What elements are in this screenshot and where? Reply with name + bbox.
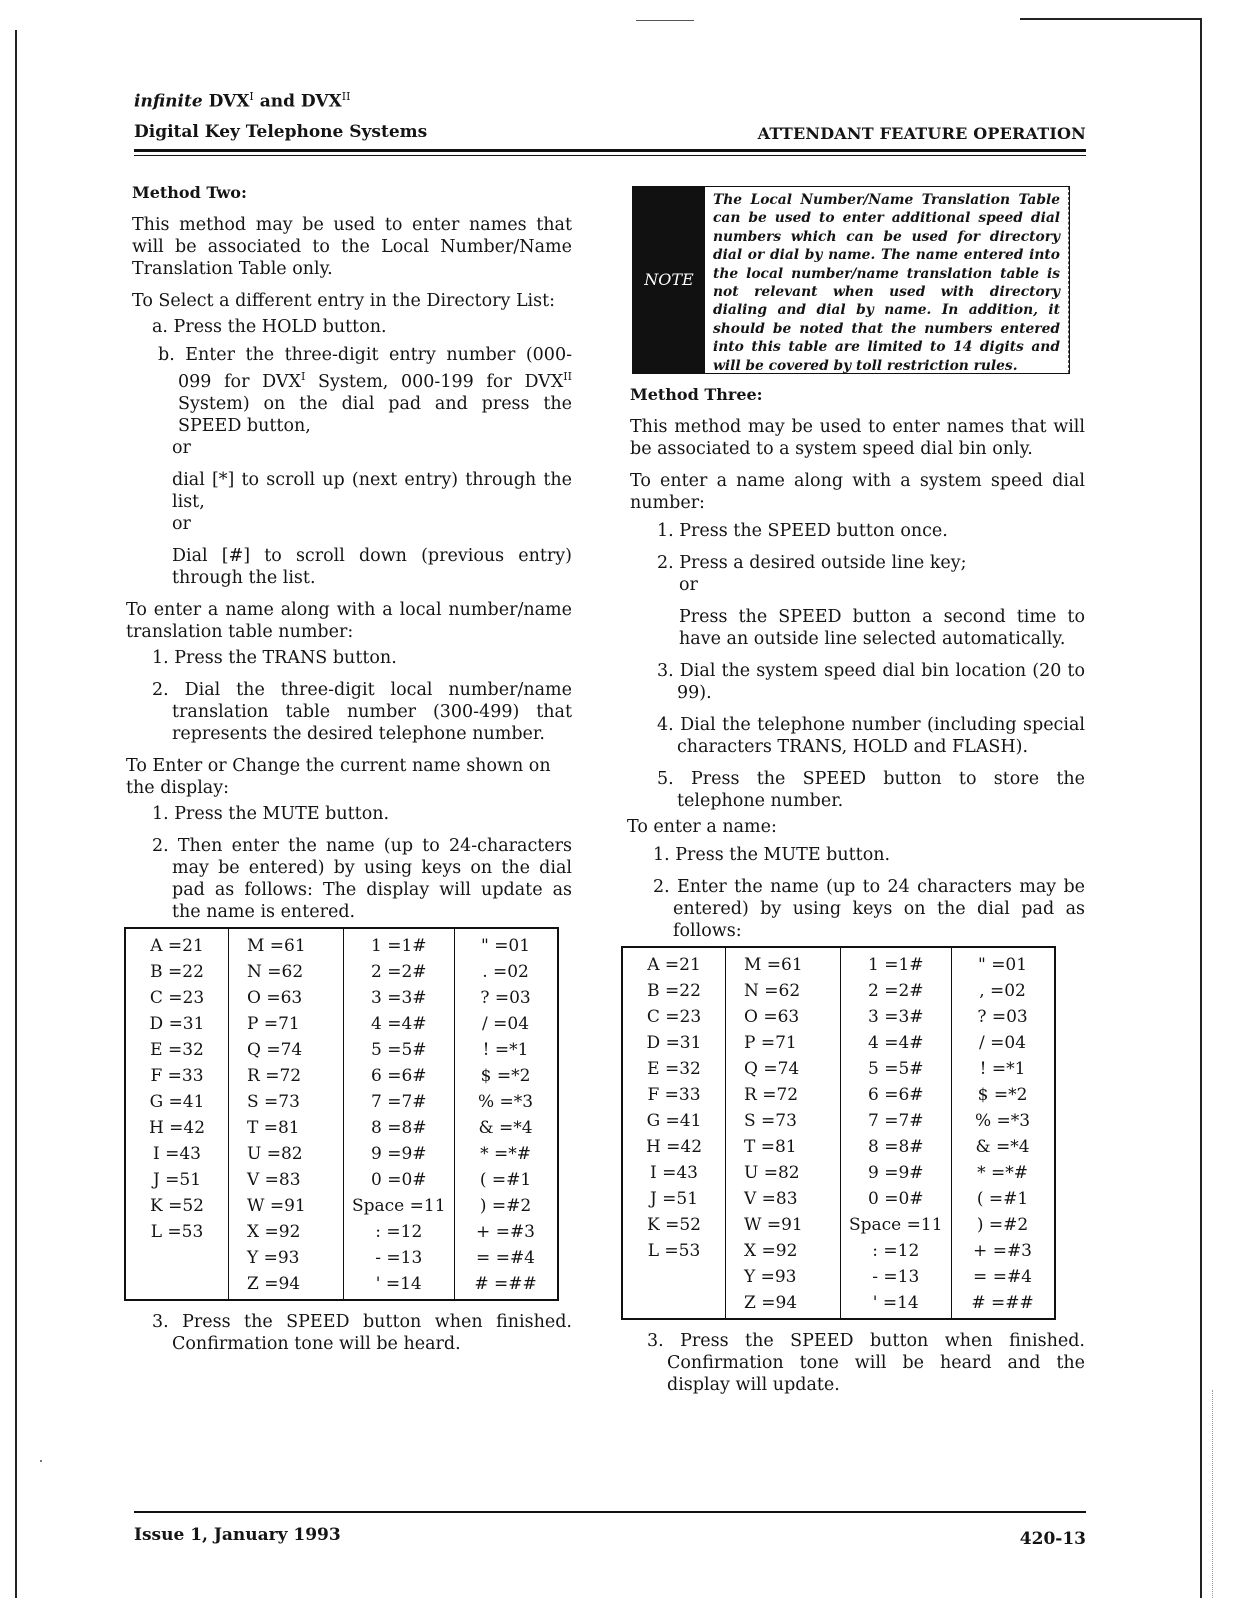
code-cell: # =## xyxy=(454,1271,558,1300)
code-row xyxy=(622,1108,1055,1134)
code-row xyxy=(125,1089,558,1115)
name-step-2: 2. Enter the name (up to 24 characters may be entered) by using keys on the dial pad as follows: xyxy=(653,877,1085,941)
code-cell: G =41 xyxy=(125,1089,229,1115)
method-two-heading: Method Two: xyxy=(132,183,247,202)
code-cell: Q =74 xyxy=(726,1056,841,1082)
brand-and-dvx: and DVX xyxy=(259,91,342,112)
subtitle: Digital Key Telephone Systems xyxy=(134,122,428,142)
code-cell: 5 =5# xyxy=(344,1037,455,1063)
speed-step-5: 5. Press the SPEED button to store the telephone number. xyxy=(657,769,1085,811)
step-b-part3: System) on the dial pad and press the SPEED button, xyxy=(178,393,572,436)
local-step-2: 2. Dial the three-digit local number/name translation table number (300-499) that represents the desired telephone number. xyxy=(152,679,572,744)
code-cell: K =52 xyxy=(622,1212,726,1238)
code-row xyxy=(622,1160,1055,1186)
code-cell: Y =93 xyxy=(726,1264,841,1290)
right-column xyxy=(627,186,1085,1406)
code-cell: # =## xyxy=(951,1290,1055,1319)
code-cell: ! =*1 xyxy=(951,1056,1055,1082)
method-two-intro: This method may be used to enter names that will be associated to the Local Number/Name Translation Table only. xyxy=(132,215,572,279)
code-cell: * =*# xyxy=(951,1160,1055,1186)
code-cell: / =04 xyxy=(454,1011,558,1037)
code-cell: ) =#2 xyxy=(454,1193,558,1219)
code-cell: = =#4 xyxy=(454,1245,558,1271)
code-cell: & =*4 xyxy=(454,1115,558,1141)
code-cell: ) =#2 xyxy=(951,1212,1055,1238)
code-cell: H =42 xyxy=(622,1134,726,1160)
code-cell: M =61 xyxy=(726,947,841,978)
code-cell: U =82 xyxy=(229,1141,344,1167)
header-rule-thin xyxy=(134,155,1086,156)
code-row xyxy=(622,1030,1055,1056)
name-lead: To enter a name: xyxy=(627,817,777,837)
local-lead: To enter a name along with a local number/name translation table number: xyxy=(126,599,572,642)
code-row xyxy=(125,1037,558,1063)
code-cell xyxy=(125,1245,229,1271)
code-cell: ( =#1 xyxy=(951,1186,1055,1212)
page-number: 420-13 xyxy=(1019,1529,1086,1549)
code-cell: E =32 xyxy=(125,1037,229,1063)
code-cell: W =91 xyxy=(229,1193,344,1219)
code-row xyxy=(622,1134,1055,1160)
brand-dvx1: DVX xyxy=(208,91,250,112)
speed-step-2: 2. Press a desired outside line key; xyxy=(657,553,967,573)
code-cell: 4 =4# xyxy=(344,1011,455,1037)
code-table-right xyxy=(621,946,1056,1320)
speed-step-2-alt: Press the SPEED button a second time to have an outside line selected automatically. xyxy=(679,607,1085,649)
code-cell: D =31 xyxy=(622,1030,726,1056)
code-cell: I =43 xyxy=(125,1141,229,1167)
code-row xyxy=(622,947,1055,978)
code-row xyxy=(125,1219,558,1245)
speed-lead: To enter a name along with a system speed dial number: xyxy=(630,471,1085,513)
code-cell: Z =94 xyxy=(229,1271,344,1300)
code-table-left xyxy=(124,927,559,1301)
code-cell: : =12 xyxy=(344,1219,455,1245)
code-cell: + =#3 xyxy=(454,1219,558,1245)
code-cell: % =*3 xyxy=(951,1108,1055,1134)
step-b-sup1: I xyxy=(300,370,306,383)
code-cell: 6 =6# xyxy=(841,1082,952,1108)
note-box xyxy=(632,186,1070,374)
code-cell: 7 =7# xyxy=(344,1089,455,1115)
final-step-left: 3. Press the SPEED button when finished. Confirmation tone will be heard. xyxy=(152,1311,572,1354)
code-cell: O =63 xyxy=(229,985,344,1011)
code-cell: C =23 xyxy=(622,1004,726,1030)
code-cell: H =42 xyxy=(125,1115,229,1141)
step-b-part2: System, 000-199 for DVX xyxy=(305,371,564,392)
code-row xyxy=(125,1011,558,1037)
local-step-1: 1. Press the TRANS button. xyxy=(152,647,397,668)
code-cell: 1 =1# xyxy=(841,947,952,978)
code-cell: 3 =3# xyxy=(344,985,455,1011)
dial-star: dial [*] to scroll up (next entry) through the list, xyxy=(172,469,572,512)
code-cell: 4 =4# xyxy=(841,1030,952,1056)
code-cell: S =73 xyxy=(229,1089,344,1115)
method-three-intro: This method may be used to enter names that will be associated to a system speed dial bin only. xyxy=(630,417,1085,459)
dial-pound: Dial [#] to scroll down (previous entry) through the list. xyxy=(172,545,572,588)
code-cell: P =71 xyxy=(229,1011,344,1037)
or-2: or xyxy=(172,513,191,534)
code-cell: R =72 xyxy=(229,1063,344,1089)
change-step-1: 1. Press the MUTE button. xyxy=(152,803,390,824)
change-lead: To Enter or Change the current name shown on the display: xyxy=(126,755,551,798)
code-row xyxy=(125,928,558,959)
code-cell: I =43 xyxy=(622,1160,726,1186)
code-cell: N =62 xyxy=(726,978,841,1004)
code-cell: - =13 xyxy=(344,1245,455,1271)
code-cell: 0 =0# xyxy=(841,1186,952,1212)
code-cell: S =73 xyxy=(726,1108,841,1134)
speed-step-2-or: or xyxy=(679,575,698,595)
brand-title xyxy=(134,90,350,112)
code-cell: V =83 xyxy=(726,1186,841,1212)
code-cell: K =52 xyxy=(125,1193,229,1219)
code-cell: U =82 xyxy=(726,1160,841,1186)
code-cell: 2 =2# xyxy=(841,978,952,1004)
code-cell: L =53 xyxy=(125,1219,229,1245)
code-cell: " =01 xyxy=(454,928,558,959)
code-cell: Space =11 xyxy=(841,1212,952,1238)
note-label: NOTE xyxy=(633,187,705,373)
code-cell: ( =#1 xyxy=(454,1167,558,1193)
code-cell: T =81 xyxy=(229,1115,344,1141)
method-three-heading: Method Three: xyxy=(630,385,763,404)
brand-sup1: I xyxy=(249,90,254,103)
code-cell: T =81 xyxy=(726,1134,841,1160)
code-cell: J =51 xyxy=(622,1186,726,1212)
code-cell: : =12 xyxy=(841,1238,952,1264)
code-cell: 3 =3# xyxy=(841,1004,952,1030)
issue-date: Issue 1, January 1993 xyxy=(134,1525,341,1545)
code-cell: ? =03 xyxy=(951,1004,1055,1030)
code-cell: $ =*2 xyxy=(454,1063,558,1089)
code-cell: 5 =5# xyxy=(841,1056,952,1082)
code-row xyxy=(125,1167,558,1193)
code-cell: ' =14 xyxy=(344,1271,455,1300)
page-border-right xyxy=(1200,18,1202,1598)
code-row xyxy=(125,1271,558,1300)
code-cell: Y =93 xyxy=(229,1245,344,1271)
code-cell: 2 =2# xyxy=(344,959,455,985)
code-cell: % =*3 xyxy=(454,1089,558,1115)
code-row xyxy=(622,1056,1055,1082)
code-row xyxy=(125,959,558,985)
code-cell: 9 =9# xyxy=(841,1160,952,1186)
header-rule-thick xyxy=(134,149,1086,152)
code-cell: . =02 xyxy=(454,959,558,985)
final-step-right: 3. Press the SPEED button when finished. Confirmation tone will be heard and the display will update. xyxy=(647,1331,1085,1395)
code-cell: N =62 xyxy=(229,959,344,985)
code-cell: ! =*1 xyxy=(454,1037,558,1063)
speed-step-4: 4. Dial the telephone number (including special characters TRANS, HOLD and FLASH). xyxy=(657,715,1085,757)
code-cell: ? =03 xyxy=(454,985,558,1011)
step-a: a. Press the HOLD button. xyxy=(152,317,387,337)
code-cell: Space =11 xyxy=(344,1193,455,1219)
left-column xyxy=(126,182,572,1365)
code-row xyxy=(125,1193,558,1219)
code-row xyxy=(622,978,1055,1004)
change-step-2: 2. Then enter the name (up to 24-characters may be entered) by using keys on the dial pad as follows: The display will update as the name is entered. xyxy=(152,835,572,922)
code-cell: E =32 xyxy=(622,1056,726,1082)
code-cell: 9 =9# xyxy=(344,1141,455,1167)
code-cell: O =63 xyxy=(726,1004,841,1030)
code-cell: X =92 xyxy=(726,1238,841,1264)
code-row xyxy=(125,1115,558,1141)
step-b-sup2: II xyxy=(563,370,572,383)
code-cell: B =22 xyxy=(125,959,229,985)
code-cell: Q =74 xyxy=(229,1037,344,1063)
footer-rule xyxy=(134,1511,1086,1513)
code-cell: 8 =8# xyxy=(841,1134,952,1160)
code-row xyxy=(622,1186,1055,1212)
code-cell: M =61 xyxy=(229,928,344,959)
code-cell: 6 =6# xyxy=(344,1063,455,1089)
code-cell: J =51 xyxy=(125,1167,229,1193)
code-cell: F =33 xyxy=(622,1082,726,1108)
code-row xyxy=(125,1245,558,1271)
code-cell: 0 =0# xyxy=(344,1167,455,1193)
code-cell: X =92 xyxy=(229,1219,344,1245)
step-b-part1: b. Enter the three-digit entry number (000-099 for DVX xyxy=(158,345,572,392)
code-cell: C =23 xyxy=(125,985,229,1011)
code-cell: - =13 xyxy=(841,1264,952,1290)
code-cell: W =91 xyxy=(726,1212,841,1238)
code-row xyxy=(125,1141,558,1167)
code-cell: 7 =7# xyxy=(841,1108,952,1134)
brand-sup2: II xyxy=(341,90,351,103)
code-cell xyxy=(125,1271,229,1300)
code-row xyxy=(622,1004,1055,1030)
brand-infinite: infinite xyxy=(134,91,203,112)
code-cell: D =31 xyxy=(125,1011,229,1037)
code-cell: " =01 xyxy=(951,947,1055,978)
page-border-top xyxy=(1020,18,1202,20)
dotted-edge xyxy=(1212,1390,1213,1598)
code-cell xyxy=(622,1290,726,1319)
page-border-left xyxy=(15,30,17,1598)
code-cell: P =71 xyxy=(726,1030,841,1056)
code-row xyxy=(125,1063,558,1089)
code-cell: A =21 xyxy=(125,928,229,959)
code-row xyxy=(622,1264,1055,1290)
name-step-1: 1. Press the MUTE button. xyxy=(653,845,891,865)
code-cell: ' =14 xyxy=(841,1290,952,1319)
code-row xyxy=(622,1238,1055,1264)
code-cell: 1 =1# xyxy=(344,928,455,959)
code-cell: + =#3 xyxy=(951,1238,1055,1264)
code-cell xyxy=(622,1264,726,1290)
top-dash-mark xyxy=(636,20,694,21)
select-lead: To Select a different entry in the Directory List: xyxy=(132,291,556,311)
code-cell: , =02 xyxy=(951,978,1055,1004)
code-cell: L =53 xyxy=(622,1238,726,1264)
code-cell: B =22 xyxy=(622,978,726,1004)
code-row xyxy=(125,985,558,1011)
code-cell: 8 =8# xyxy=(344,1115,455,1141)
code-row xyxy=(622,1212,1055,1238)
code-cell: * =*# xyxy=(454,1141,558,1167)
or-1: or xyxy=(172,437,191,458)
code-cell: G =41 xyxy=(622,1108,726,1134)
code-cell: & =*4 xyxy=(951,1134,1055,1160)
code-row xyxy=(622,1290,1055,1319)
scan-speck xyxy=(40,1460,42,1462)
code-cell: A =21 xyxy=(622,947,726,978)
code-cell: R =72 xyxy=(726,1082,841,1108)
code-cell: = =#4 xyxy=(951,1264,1055,1290)
note-text: The Local Number/Name Translation Table can be used to enter additional speed dial numbers which can be used for directory dial or dial by name. The name entered into the local number/name translation table is not relevant when used with directory dialing and dial by name. In addition, it should be noted that the numbers entered into this table are limited to 14 digits and will be covered by toll restriction rules. xyxy=(705,187,1069,373)
step-b xyxy=(152,344,572,437)
code-cell: F =33 xyxy=(125,1063,229,1089)
code-row xyxy=(622,1082,1055,1108)
code-cell: V =83 xyxy=(229,1167,344,1193)
speed-step-1: 1. Press the SPEED button once. xyxy=(657,521,948,541)
code-cell: $ =*2 xyxy=(951,1082,1055,1108)
section-title: ATTENDANT FEATURE OPERATION xyxy=(757,124,1086,143)
code-cell: Z =94 xyxy=(726,1290,841,1319)
code-cell: / =04 xyxy=(951,1030,1055,1056)
speed-step-3: 3. Dial the system speed dial bin location (20 to 99). xyxy=(657,661,1085,703)
